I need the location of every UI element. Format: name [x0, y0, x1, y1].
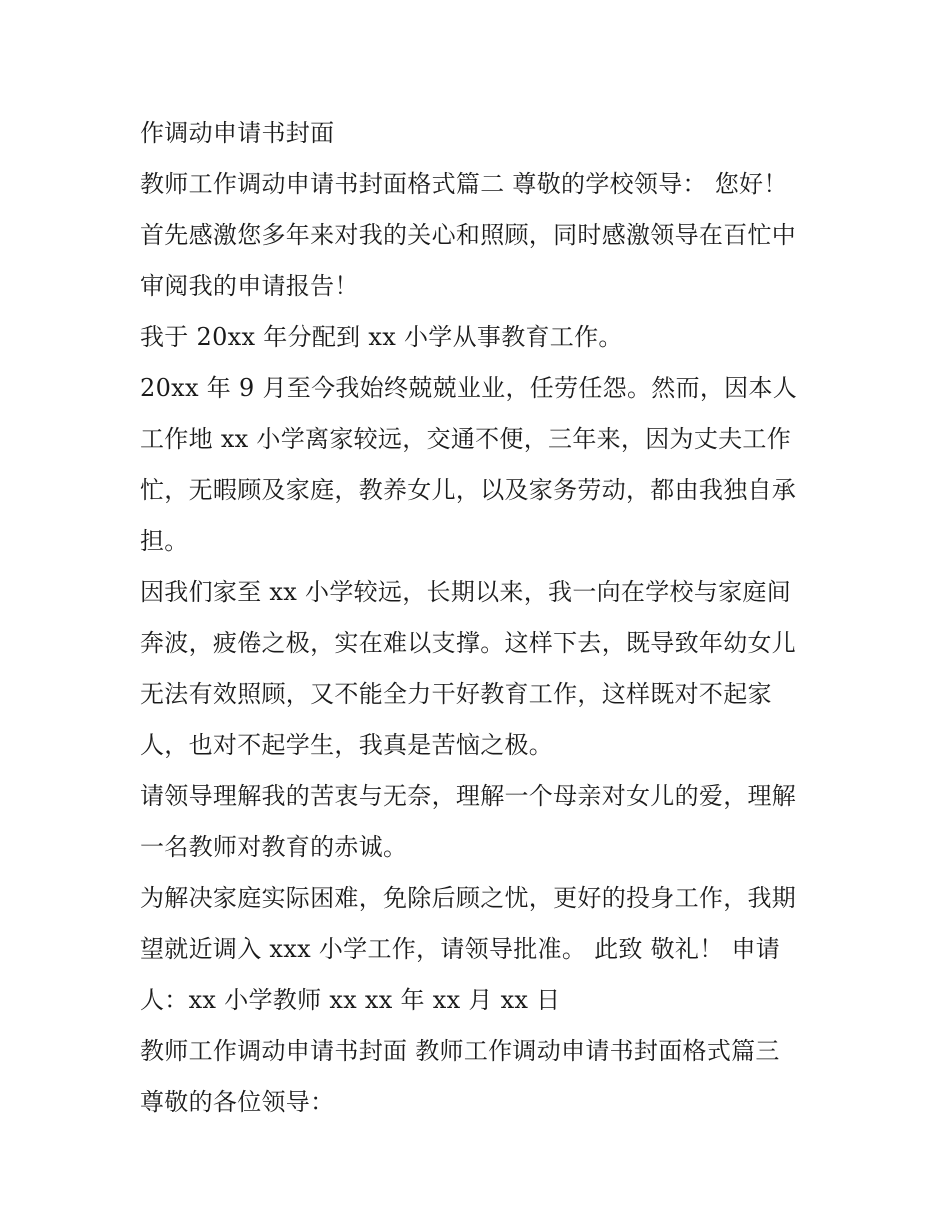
text-line: 为解决家庭实际困难，免除后顾之忧，更好的投身工作，我期: [140, 884, 797, 912]
text-line: 忙，无暇顾及家庭，教养女儿，以及家务劳动，都由我独自承: [140, 476, 797, 504]
text-line: 20xx 年 9 月至今我始终兢兢业业，任劳任怨。然而，因本人: [140, 374, 798, 402]
text-line: 担。: [140, 527, 189, 555]
text-line: 人，也对不起学生，我真是苦恼之极。: [140, 731, 554, 759]
text-line: 首先感激您多年来对我的关心和照顾，同时感激领导在百忙中: [140, 221, 797, 249]
document-body: [140, 108, 820, 1128]
text-line: 因我们家至 xx 小学较远，长期以来，我一向在学校与家庭间: [140, 578, 792, 606]
text-line: 无法有效照顾，又不能全力干好教育工作，这样既对不起家: [140, 680, 772, 708]
text-line: 我于 20xx 年分配到 xx 小学从事教育工作。: [140, 323, 623, 351]
text-line: 人：xx 小学教师 xx xx 年 xx 月 xx 日: [140, 986, 561, 1014]
text-line: 教师工作调动申请书封面格式篇二 尊敬的学校领导： 您好！: [140, 170, 788, 198]
text-line: 望就近调入 xxx 小学工作，请领导批准。 此致 敬礼！ 申请: [140, 935, 781, 963]
text-line: 审阅我的申请报告！: [140, 272, 359, 300]
text-line: 尊敬的各位领导：: [140, 1088, 335, 1116]
text-line: 奔波，疲倦之极，实在难以支撑。这样下去，既导致年幼女儿: [140, 629, 797, 657]
text-line: 一名教师对教育的赤诚。: [140, 833, 408, 861]
text-line: 作调动申请书封面: [140, 119, 335, 147]
text-line: 教师工作调动申请书封面 教师工作调动申请书封面格式篇三: [140, 1037, 780, 1065]
text-line: 工作地 xx 小学离家较远，交通不便，三年来，因为丈夫工作: [140, 425, 792, 453]
text-line: 请领导理解我的苦衷与无奈，理解一个母亲对女儿的爱，理解: [140, 782, 797, 810]
